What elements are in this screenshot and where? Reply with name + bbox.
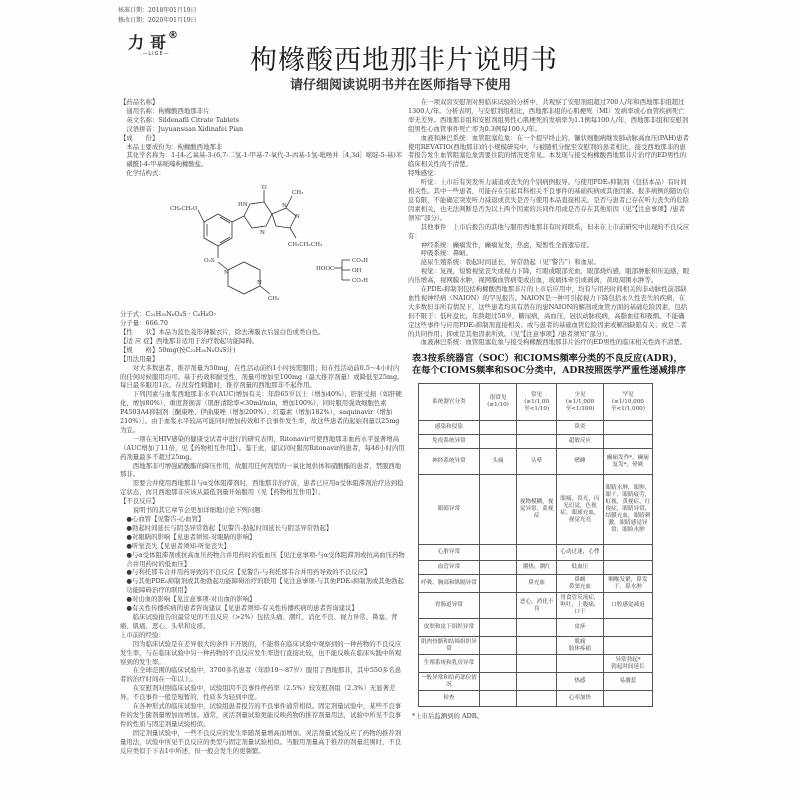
label-pip-methyl: CH₃ — [268, 296, 280, 303]
brand-logo — [128, 30, 184, 57]
naion-paragraph: 在PDE₅抑制剂包括枸橼酸西地那非片的上市后应用中，均有与用药时间相关的非动脉性前部缺血性视神经病（NAION）的罕见报告。NAION是一种可引起视力下降包括永久性丧失的疾病，在大多数但非所有情况下，这些患者均具有潜在的患NAION的解剖或血管方面的基础危险因素，包括但不限于：低杯盘比，年龄超过50岁，糖尿病，高血压，冠状动脉疾病，高脂血症和吸烟。不能确定这些事件与应用PDE₅抑制剂直接相关；或与患者的基础血管危险因素或解剖缺陷有关；或是二者的共同作用；抑或是其他因素所致。（见“【注意事项】/患者须知”部分）。 — [408, 285, 688, 338]
table-cell — [517, 619, 557, 637]
section-heading-composition: 【成 份】 — [120, 133, 159, 142]
adr-table — [418, 383, 653, 707]
dosage-paragraph: 对大多数患者，推荐剂量为50mg，在性活动前约1小时按需服用；但在性活动前0.5～4小时内的任何时候服用均可。基于药效和耐受性，剂量可增加至100mg（最大推荐剂量）或降低至25mg。每日最多服用1次。在没有性刺激时，推荐剂量的西地那非不起作用。 — [120, 363, 404, 390]
adverse-bullet: ●心血管【见警告-心血管】 — [126, 515, 205, 523]
table-cell — [479, 545, 516, 561]
table-cell: 胃肠道异常 — [419, 593, 480, 619]
table-cell: 口腔感觉减退 — [603, 593, 652, 619]
common-adverse-reactions: 临床试验报告的最常见的不良反应（>2%）包括头痛、潮红、消化不良、视力异常、鼻塞、背痛、肌痛、恶心、头晕和皮疹。 — [120, 612, 398, 630]
table-cell — [479, 421, 516, 435]
table-cell: 易激惹 — [603, 673, 652, 691]
table-cell — [479, 691, 516, 707]
table-cell: 鼻衄 鼻窦充血 — [557, 575, 604, 593]
body-paragraph: 在一项双盲安慰剂对照临床试验的分析中，共观察了安慰剂组超过700人/年和西地那非组超过1300人/年。分析表明，与安慰剂组相比，西地那非组的心肌梗死（MI）发病率或心血管疾病死亡率无差异。西地那非组和安慰剂组男性心肌梗死的发病率为1.1例每100人/年，西地那非组和安慰剂组男性心血管事件死亡率为0.3例每100人/年。 — [408, 98, 689, 133]
label-hn: HN — [238, 202, 248, 209]
other-event-item: 视觉：复视，短暂视觉丧失或视力下降，红眼或眼部充血，眼部烧灼感，眼部肿胀和压迫感，眼内压增高，视网膜水肿，视网膜血管病变或出血，玻璃体牵引或剥离，黄斑周围水肿等。 — [408, 267, 690, 285]
premarket-heading: 上市前的经验： — [120, 630, 165, 639]
adverse-bullet: ●与其他PDE₅抑制剂或其他勃起功能障碍治疗的联用【见注意事项-与其他PDE₅抑制剂或其他勃起功能障碍治疗的联用】 — [126, 577, 404, 595]
table-row — [419, 475, 653, 545]
table-cell — [479, 475, 516, 545]
table-row — [419, 593, 653, 619]
table-cell — [479, 619, 516, 637]
molecular-weight: 分子量：666.70 — [120, 319, 168, 328]
table-row — [419, 561, 653, 575]
right-column — [408, 98, 690, 721]
table-cell: 低血压 — [557, 561, 604, 575]
table-cell — [517, 421, 557, 435]
molecular-formula: 分子式：C₂₂H₃₀N₆O₄S · C₆H₈O₇ — [120, 310, 217, 319]
structure-svg — [120, 180, 405, 308]
dosage-paragraph: 需要合并使用西地那非与α受体阻滞剂时，西地那非治疗前，患者已应用α受体阻滞剂治疗达到稳定状态，而且西地那非应该从最低剂量开始服用（见【药物相互作用】）。 — [120, 479, 404, 497]
english-name: 英文名称：Sildenafil Citrate Tablets — [126, 115, 240, 124]
table-cell — [603, 619, 652, 637]
special-senses-heading: 特殊感觉： — [408, 169, 440, 178]
table-cell: 癫痫发作*，癫痫复发*，晕厥 — [603, 449, 652, 475]
table-cell — [479, 637, 516, 655]
table-row — [419, 435, 653, 449]
table-cell: 皮肤和皮下组织异常 — [419, 619, 480, 637]
appearance-section: 【性 状】本品为蓝色菱形薄膜衣片，除去薄膜衣后显白色或类白色。 — [120, 327, 325, 336]
table-cell: 感染和侵染 — [419, 421, 480, 435]
table-cell — [479, 575, 516, 593]
table-cell: 头晕 — [517, 449, 557, 475]
generic-name: 通用名称：枸橼酸西地那非片 — [126, 106, 210, 115]
label-n1: N — [282, 203, 287, 210]
table-cell: 眼睛异常 — [419, 475, 480, 545]
table-cell: 血管异常 — [419, 561, 480, 575]
col-header-rare: 罕见 (≥1/10,000 至<1/1,000) — [603, 384, 652, 421]
section-heading-drug-name: 【药品名称】 — [120, 98, 159, 106]
label-citrate-oh: OH — [352, 268, 362, 275]
label-n3: N — [260, 230, 265, 237]
premarket-paragraph: 在各种形式的临床试验中，试验组患者报告的不良事件通常相似。固定剂量试验中，某些不良事件的发生随剂量增加而增加。通常，灵活剂量试验更能反映药物的推荐剂量用法，试验中所见不良事件的性质与固定剂量试验相似。 — [120, 702, 402, 728]
label-propyl: CH₂CH₂CH₃ — [288, 242, 323, 249]
label-pip-n2: N — [257, 280, 262, 287]
table-cell: 心动过速，心悸 — [557, 545, 604, 561]
table-cell: 免疫系统异常 — [419, 435, 480, 449]
other-events-paragraph: 其他事件 上市后报告的其他与服用西地那非有时间联系，但未在上市前研究中出现的不良反应有： — [408, 222, 690, 240]
table-header-row — [419, 384, 653, 421]
table-cell — [603, 435, 652, 449]
table-cell: 咽喉发紧，鼻发干，鼻水肿 — [603, 575, 652, 593]
adverse-bullet: ●对眼睛的影响【见患者须知-对眼睛的影响】 — [126, 532, 256, 541]
section-heading-dosage: 【用法用量】 — [120, 354, 159, 363]
logo-text: 力哥 — [128, 33, 173, 52]
adverse-bullet: ●勃起时间延长与阴茎异常勃起【见警告-勃起时间延长与阴茎异常勃起】 — [126, 523, 333, 532]
col-header-common: 常见 (≥1/1,00 至<1/10) — [517, 384, 557, 421]
table-cell — [603, 421, 652, 435]
table-cell — [517, 637, 557, 655]
label-oxo: O — [262, 185, 267, 192]
table-cell: 肌肉骨骼和结缔组织异常 — [419, 637, 480, 655]
col-header-uncommon: 少见 (≥1/1,000 至<1/100) — [557, 384, 604, 421]
table-cell: 皮疹 — [557, 619, 604, 637]
approval-date: 核准日期：2018年01月19日 — [118, 7, 197, 14]
indication-section: 【适 应 症】西地那非适用于治疗勃起功能障碍。 — [120, 336, 259, 345]
table-row — [419, 619, 653, 637]
chemical-name: 其化学名称为：1-[4-乙氧基-3-(6,7-二氢-1-甲基-7-氧代-3-丙基-1氢-吡唑并［4,3d］嘧啶-5-基)苯磺酰]-4-甲基哌嗪枸橼酸盐。 — [126, 151, 403, 169]
table-cell: 生殖系统和乳房异常 — [419, 655, 480, 673]
label-n2: N — [295, 214, 300, 221]
table-row — [419, 575, 653, 593]
adverse-bullet: ●有关性传播疾病的患者咨询建议【见患者须知-有关性传播疾病的患者咨询建议】 — [126, 604, 358, 613]
chemical-structure-diagram — [120, 180, 405, 308]
premarket-paragraph: 在安慰剂对照临床试验中，试验组因不良事件停药率（2.5%）较安慰剂组（2.3%）无显著差异。不良事件一般是短暂的，性质多为轻到中度。 — [120, 684, 396, 702]
structure-label: 化学结构式： — [126, 169, 165, 178]
col-header-very-common: 很常见 (≥1/10) — [479, 384, 516, 421]
table-cell: 心脏异常 — [419, 545, 480, 561]
label-so2: O₂S — [204, 258, 215, 265]
main-ingredient: 本品主要成份为：枸橼酸西地那非 — [126, 142, 223, 151]
table-row — [419, 637, 653, 655]
adverse-bullet: ●与利托那韦合并用药导致的不良反应【见警告-与利托那韦合并用药导致的不良反应】 — [126, 568, 371, 577]
col-header-soc: 系统器官分类 — [419, 384, 480, 421]
table-cell — [479, 593, 516, 619]
premarket-paragraph: 因为临床试验是在差异很大的条件下开展的，不能将在临床试验中观察到的一种药物的不良反应发生率，与在临床试验中另一种药物的不良反应发生率进行直接比较，也不能反映在临床实践中所观察到的发生率。 — [120, 639, 402, 666]
table-cell: 头痛 — [479, 449, 516, 475]
table-cell: 胃食管反流症，呕吐，上腹痛，口干 — [557, 593, 604, 619]
label-citrate-co2h-bottom: CO₂H — [352, 278, 368, 285]
table-cell — [517, 545, 557, 561]
specification-section: 【规 格】50mg(按C₂₂H₃₀N₆O₄S计) — [120, 345, 236, 354]
table-cell: 热感 — [557, 673, 604, 691]
table-cell: 异常勃起* 勃起时间延长 — [603, 655, 652, 673]
adverse-intro: 说明书的其它章节会更加详细地讨论下列问题： — [132, 506, 267, 515]
table-row — [419, 449, 653, 475]
table-cell — [517, 655, 557, 673]
table-cell — [479, 673, 516, 691]
table-cell: 潮热，潮红 — [517, 561, 557, 575]
label-citrate-hooc: HOOC — [316, 266, 335, 273]
table-cell: 神经系统异常 — [419, 449, 480, 475]
adverse-bullet: ●与α受体阻滞剂或抗高血压药物合并用药时的低血压【见注意事项-与α受体阻滞剂或抗高血压药物合并用药时的低血压】 — [126, 550, 405, 568]
logo-subtext: —LIGE— — [142, 51, 170, 57]
table-cell: 超敏反应 — [557, 435, 604, 449]
dates-block — [118, 6, 197, 26]
blood-lymph-paragraph: 血液淋巴系统：血管阻塞危象与接受枸橼酸西地那非片治疗的ED男性的临床相关性尚不清楚。 — [420, 338, 687, 347]
table-cell — [557, 655, 604, 673]
section-heading-adverse: 【不良反应】 — [120, 497, 159, 506]
table-cell: 视物模糊，视觉异常，蓝视症 — [517, 475, 557, 545]
registered-mark-icon: ® — [168, 30, 185, 41]
table-cell — [517, 435, 557, 449]
premarket-paragraph: 在全球范围的临床试验中，3700多名患者（年龄19～87岁）服用了西地那非，其中550多名患者的治疗时间在一年以上。 — [120, 666, 402, 684]
table-cell — [479, 435, 516, 449]
table-cell — [479, 655, 516, 673]
table-cell: 嗜睡 — [557, 449, 604, 475]
label-n-methyl: CH₃ — [292, 190, 304, 197]
adverse-bullet: ●听觉丧失【见患者须知-听觉丧失】 — [126, 541, 230, 550]
table-row — [419, 545, 653, 561]
table-cell: 呼吸、胸部和纵隔异常 — [419, 575, 480, 593]
table-cell: 鼻炎 — [557, 421, 604, 435]
other-event-item: 神经系统：癫痫发作，癫痫复发，焦虑，短暂性全面遗忘症。 — [420, 240, 594, 249]
table-footnote: *上市后监测到的 ADR。 — [412, 712, 483, 721]
table-row — [419, 655, 653, 673]
body-paragraph: 血液和淋巴系统：血管阻塞危象：在一个提早终止的、镰状细胞病继发肺动脉高血压(PAH)患者使用REVATIO(西地那非)的小规模研究中，与被随机分配至安慰剂的患者相比，接受西地那非的患者报告发生血管阻塞危象需要住院的情况更常见。本发现与接受枸橼酸西地那非片治疗的ED男性的临床相关性尚不清楚。 — [408, 133, 689, 169]
table-cell: 眼睛水肿，眼肿，眼干，眼睛疲劳，虹视，黄视症，红视症，眼睛异常，结膜充血，眼睛刺激，眼睛感觉异常，眼睑水肿 — [603, 475, 652, 545]
table-cell: 心率加快 — [557, 691, 604, 707]
table-cell: 恶心，消化不良 — [517, 593, 557, 619]
premarket-paragraph: 固定剂量试验中，一些不良反应的发生率随剂量增高而增加。灵活剂量试验反应了药物的推荐剂量用法，试验中所见不良反应的类型与固定剂量试验相似。当服用剂量高于推荐的剂量范围时，不良反应类似于下表1中所述，但一般会发生的更频繁。 — [120, 728, 402, 755]
other-event-item: 呼吸系统：鼻衄。 — [420, 249, 472, 258]
table-caption: 表3按系统器官（SOC）和CIOMS频率分类的不良反应(ADR)，在每个CIOMS频率和SOC分类中，ADR按照医学严重性递减排序 — [412, 353, 687, 377]
other-event-item: 泌尿生殖系统：勃起时间延长，异常勃起（见“警告”）和血尿。 — [420, 258, 600, 267]
pinyin-name: 汉语拼音：Juyuansuan Xidinafei Pian — [126, 124, 244, 133]
hearing-paragraph: 听觉：上市后有突发听力减退或丧失的个别病例报导。与使用PDE₅抑制剂（包括本品）有时间相关性。其中一些患者，可能存在引起耳科相关不良事件的基础疾病或其他因素。报多病例的随访信息有限，不能确定突发听力减退或丧失是否与使用本品直接相关，是否与患者已存在听力丧失的危险因素相关，也无法判断是否为以上两个因素的共同作用或是否存在其他原因（见“【注意事项】/患者须知”部分）。 — [408, 178, 690, 222]
table-row — [419, 673, 653, 691]
table-cell — [517, 673, 557, 691]
revision-date: 修改日期：2020年01月19日 — [118, 17, 197, 24]
table-cell: 检查 — [419, 691, 480, 707]
table-cell — [603, 561, 652, 575]
table-cell — [517, 691, 557, 707]
document-title: 枸橼酸西地那非片说明书 — [250, 45, 558, 76]
table-cell: 肌痛 肢体疼痛 — [557, 637, 604, 655]
table-cell: 眼痛，畏光，闪光幻觉，色视症，眼球充血，视觉光亮 — [557, 475, 604, 545]
table-cell: 鼻充血 — [517, 575, 557, 593]
table-cell — [603, 691, 652, 707]
label-pip-n1: N — [224, 270, 229, 277]
table-cell — [603, 637, 652, 655]
dosage-paragraph: 一项在无HIV感染的健康受试者中进行的研究表明，Ritonavir可使西地那非血药水平显著增高（AUC增加了11倍，见【药物相互作用】）。鉴于此，建议同时服用Ritonavir的患者，每48小时内用药剂量最多不超过25mg。 — [120, 434, 405, 461]
table-cell: 一般异常和给药部位情况 — [419, 673, 480, 691]
table-row — [419, 691, 653, 707]
dosage-paragraph: 下列因素与血浆西地那非水平(AUC)增加有关：年龄65岁以上（增加40%）、肝脏受损（如肝硬化，增加80%）、重度肾损害（肌酐清除率<30ml/min，增加100%）、同时服用强效细胞色素P4503A4抑制剂［酮康唑、伊曲康唑（增加200%）、红霉素（增加182%）、saquinavir（增加210%）］。由于血浆水平较高可能同时增加药效和不良事件发生率，故这些患者的起始剂量以25mg为宜。 — [120, 390, 402, 434]
dosage-paragraph: 西地那非可增强硝酸酯的降压作用，故服用任何剂型的一氧化氮供体和硝酸酯的患者，禁服西地那非。 — [120, 461, 402, 479]
table-cell — [603, 545, 652, 561]
left-column — [120, 98, 405, 755]
label-citrate-co2h-top: CO₂H — [352, 258, 368, 265]
adverse-bullet: ●对出血的影响【见注意事项-对出血的影响】 — [126, 595, 256, 604]
label-ethoxy: CH₃CH₂O — [170, 206, 198, 213]
table-cell — [479, 561, 516, 575]
document-subtitle: 请仔细阅读说明书并在医师指导下使用 — [290, 78, 512, 93]
table-row — [419, 421, 653, 435]
